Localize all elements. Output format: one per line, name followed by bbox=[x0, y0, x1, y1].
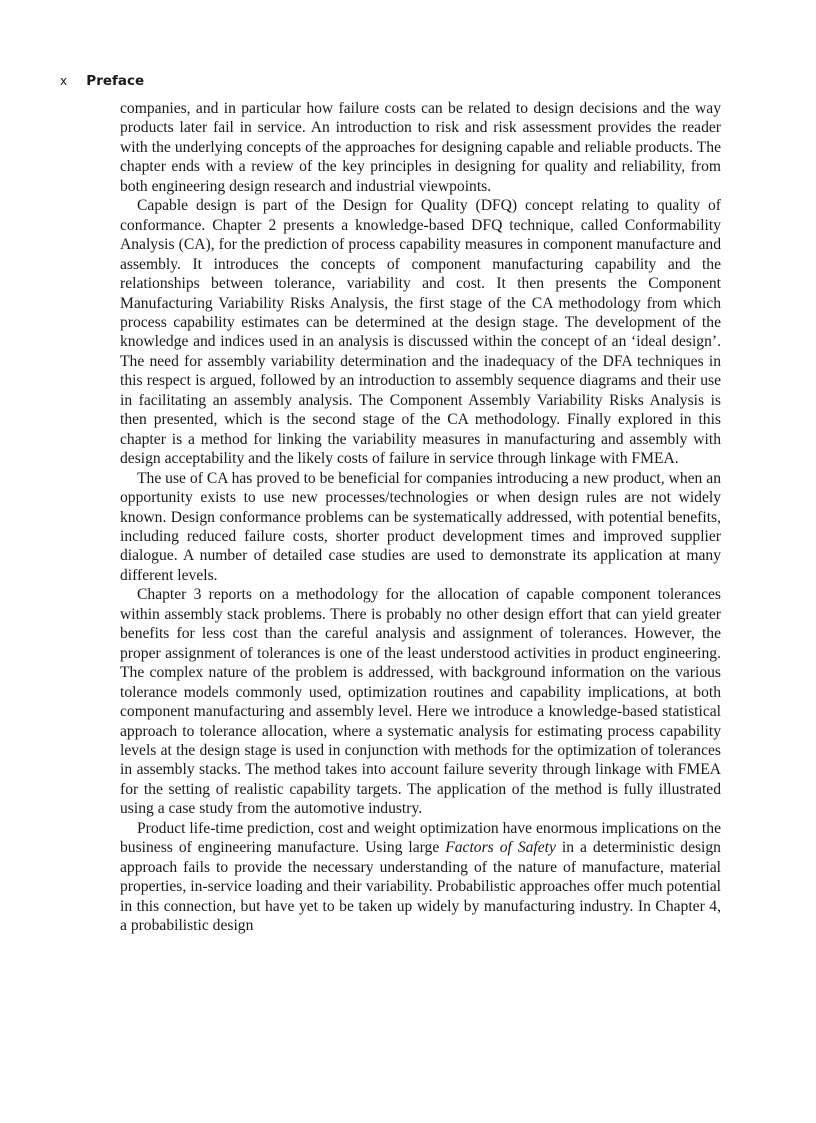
paragraph-ca-benefits: The use of CA has proved to be beneficial for companies introducing a new product, when an opportunity exists to use new processes/technologies or when design rules are not widely known. Design conformance problems can be systematically addressed, with potential benefits, including reduced failure costs, shorter product development times and improved supplier dialogue. A number of detailed case studies are used to demonstrate its application at many different levels. bbox=[120, 469, 721, 584]
running-head bbox=[60, 72, 144, 90]
paragraph-text-after: in a deterministic design approach fails to provide the necessary understanding of the nature of manufacture, material properties, in-service loading and their variability. Probabilistic approaches offer much potential in this connection, but have yet to be taken up widely by manufacturing industry. In Chapter 4, a probabilistic design bbox=[120, 839, 721, 935]
paragraph-chapter-3: Chapter 3 reports on a methodology for the allocation of capable component tolerances within assembly stack problems. There is probably no other design effort that can yield greater benefits for less cost than the careful analysis and assignment of tolerances. However, the proper assignment of tolerances is one of the least understood activities in product engineering. The complex nature of the problem is addressed, with background information on the various tolerance models commonly used, optimization routines and capability implications, at both component manufacturing and assembly level. Here we introduce a knowledge-based statistical approach to tolerance allocation, where a systematic analysis for estimating process capability levels at the design stage is used in conjunction with methods for the optimization of tolerances in assembly stacks. The method takes into account failure severity through linkage with FMEA for the setting of realistic capability targets. The application of the method is fully illustrated using a case study from the automotive industry. bbox=[120, 586, 721, 818]
paragraph-continued: companies, and in particular how failure costs can be related to design decisions and the way products later fail in service. An introduction to risk and risk assessment provides the reader with the underlying concepts of the approaches for designing capable and reliable products. The chapter ends with a review of the key principles in designing for quality and reliability, from both engineering design research and industrial viewpoints. bbox=[120, 100, 721, 195]
paragraph-chapter-2: Capable design is part of the Design for Quality (DFQ) concept relating to quality of conformance. Chapter 2 presents a knowledge-based DFQ technique, called Conformability Analysis (CA), for the prediction of process capability measures in component manufacture and assembly. It introduces the concepts of component manufacturing capability and the relationships between tolerance, variability and cost. It then presents the Component Manufacturing Variability Risks Analysis, the first stage of the CA methodology from which process capability estimates can be determined at the design stage. The development of the knowledge and indices used in an analysis is discussed within the concept of an ‘ideal design’. The need for assembly variability determination and the inadequacy of the DFA techniques in this respect is argued, followed by an introduction to assembly sequence diagrams and their use in facilitating an assembly analysis. The Component Assembly Variability Risks Analysis is then presented, which is the second stage of the CA methodology. Finally explored in this chapter is a method for linking the variability measures in manufacturing and assembly with design acceptability and the likely costs of failure in service through linkage with FMEA. bbox=[120, 197, 721, 468]
paragraph-chapter-4 bbox=[120, 819, 721, 936]
running-head-title: Preface bbox=[86, 73, 145, 89]
emphasis-factors-of-safety: Factors of Safety bbox=[445, 839, 556, 857]
page-number: x bbox=[60, 74, 68, 88]
paragraph-text-before: Product life-time prediction, cost and weight optimization have enormous implications on the business of engineering manufacture. Using large bbox=[120, 819, 721, 857]
body-text bbox=[120, 99, 721, 935]
